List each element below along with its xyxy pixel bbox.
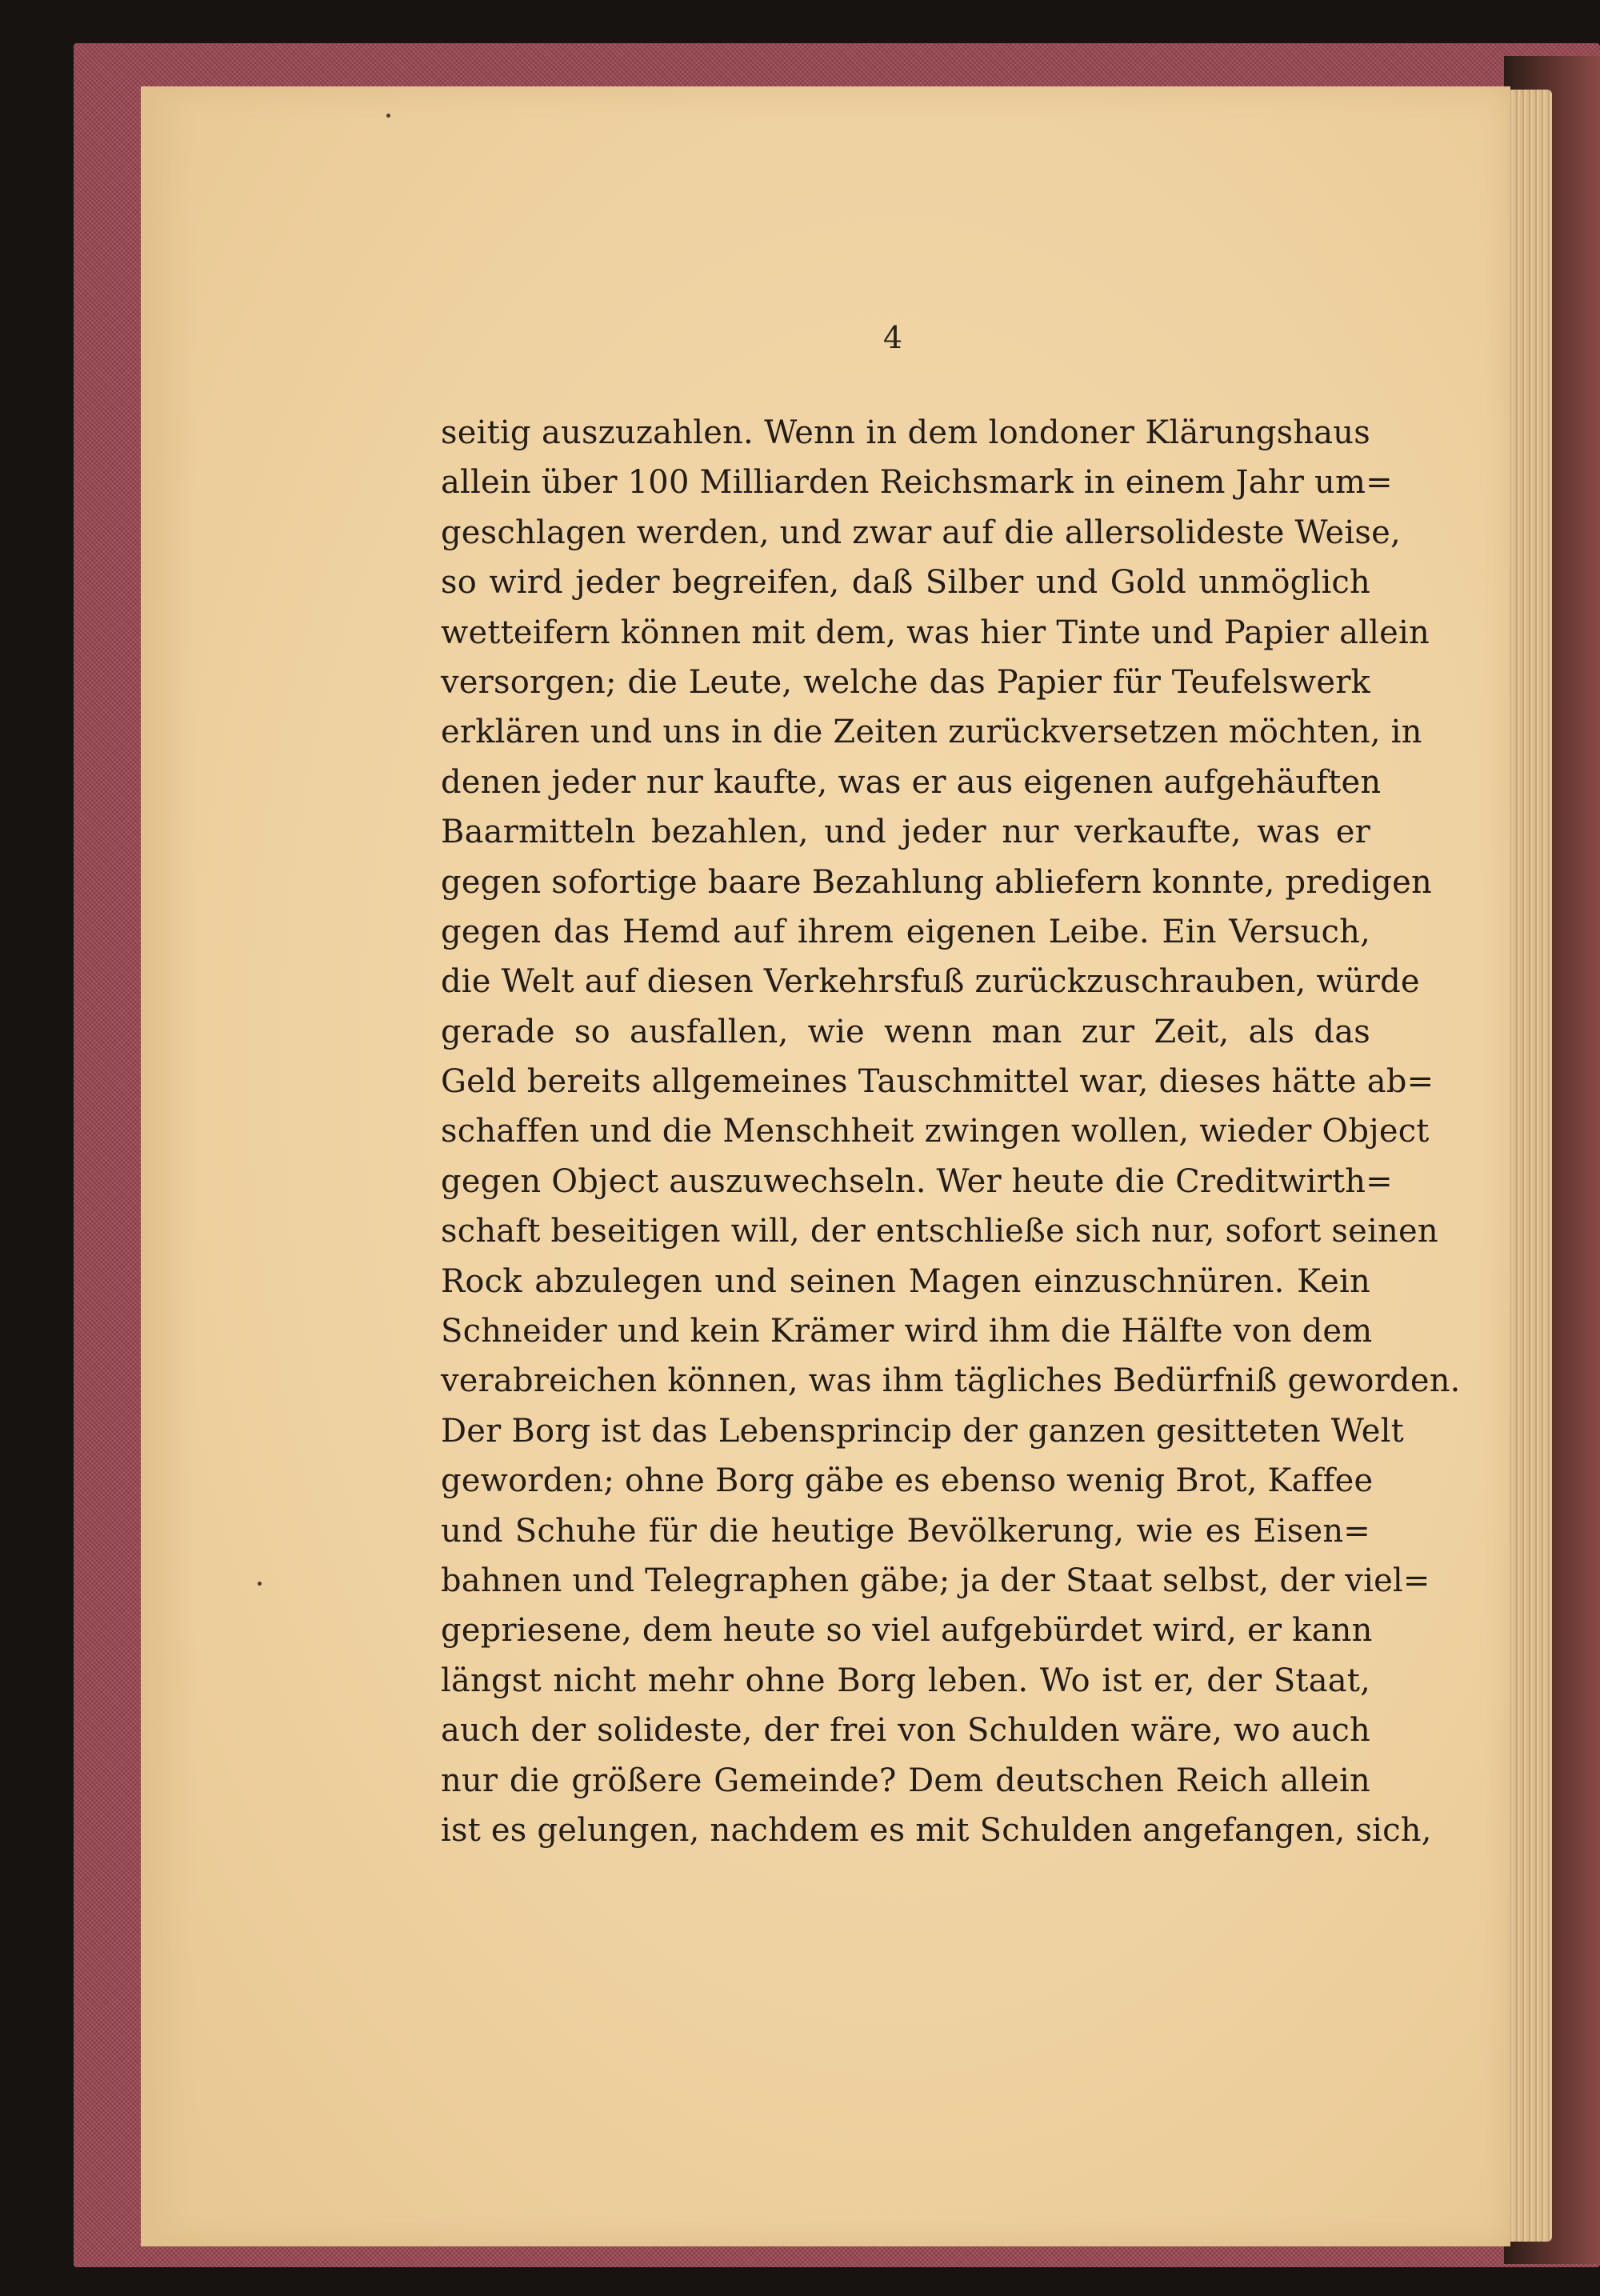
text-line: längst nicht mehr ohne Borg leben. Wo ist er, der Staat, <box>441 1662 1370 1699</box>
text-line: so wird jeder begreifen, daß Silber und Gold unmöglich <box>441 564 1370 602</box>
text-line: denen jeder nur kaufte, was er aus eigenen aufgehäuften <box>441 763 1382 801</box>
text-line: Rock abzulegen und seinen Magen einzuschnüren. Kein <box>441 1262 1370 1300</box>
text-line: ist es gelungen, nachdem es mit Schulden angefangen, sich, <box>441 1811 1432 1849</box>
paper-speck <box>258 1582 262 1586</box>
text-line: versorgen; die Leute, welche das Papier für Teufelswerk <box>441 663 1370 701</box>
page-number: 4 <box>882 320 903 355</box>
text-line: allein über 100 Milliarden Reichsmark in einem Jahr um= <box>441 464 1393 502</box>
text-line: erklären und uns in die Zeiten zurückversetzen möchten, in <box>441 714 1422 751</box>
text-line: schaft beseitigen will, der entschließe sich nur, sofort seinen <box>441 1213 1438 1250</box>
text-line: gepriesene, dem heute so viel aufgebürdet wird, er kann <box>441 1612 1373 1650</box>
text-line: gegen sofortige baare Bezahlung abliefern konnte, predigen <box>441 863 1432 901</box>
paper-speck <box>386 114 390 118</box>
text-line: Der Borg ist das Lebensprincip der ganzen gesitteten Welt <box>441 1412 1404 1450</box>
text-line: nur die größere Gemeinde? Dem deutschen Reich allein <box>441 1762 1370 1799</box>
text-line: die Welt auf diesen Verkehrsfuß zurückzuschrauben, würde <box>441 963 1420 1001</box>
text-line: gegen das Hemd auf ihrem eigenen Leibe. Ein Versuch, <box>441 913 1370 950</box>
text-line: Schneider und kein Krämer wird ihm die Hälfte von dem <box>441 1313 1373 1350</box>
text-line: und Schuhe für die heutige Bevölkerung, wie es Eisen= <box>441 1512 1370 1550</box>
text-line: geschlagen werden, und zwar auf die allersolideste Weise, <box>441 514 1401 551</box>
text-line: Baarmitteln bezahlen, und jeder nur verkaufte, was er <box>441 814 1370 851</box>
text-line: schaffen und die Menschheit zwingen wollen, wieder Object <box>441 1113 1430 1150</box>
text-line: verabreichen können, was ihm tägliches Bedürfniß geworden. <box>441 1362 1461 1400</box>
body-text <box>441 408 1461 1855</box>
text-line: wetteifern können mit dem, was hier Tinte und Papier allein <box>441 614 1430 651</box>
text-line: auch der solideste, der frei von Schulden wäre, wo auch <box>441 1712 1370 1750</box>
text-line: bahnen und Telegraphen gäbe; ja der Staat selbst, der viel= <box>441 1562 1430 1599</box>
page-gutter <box>141 86 197 2246</box>
text-line: gerade so ausfallen, wie wenn man zur Zeit, als das <box>441 1013 1370 1050</box>
text-line: seitig auszuzahlen. Wenn in dem londoner Klärungshaus <box>441 414 1370 451</box>
text-line: Geld bereits allgemeines Tauschmittel war, dieses hätte ab= <box>441 1063 1434 1101</box>
text-line: gegen Object auszuwechseln. Wer heute die Creditwirth= <box>441 1162 1393 1200</box>
text-line: geworden; ohne Borg gäbe es ebenso wenig Brot, Kaffee <box>441 1462 1374 1500</box>
